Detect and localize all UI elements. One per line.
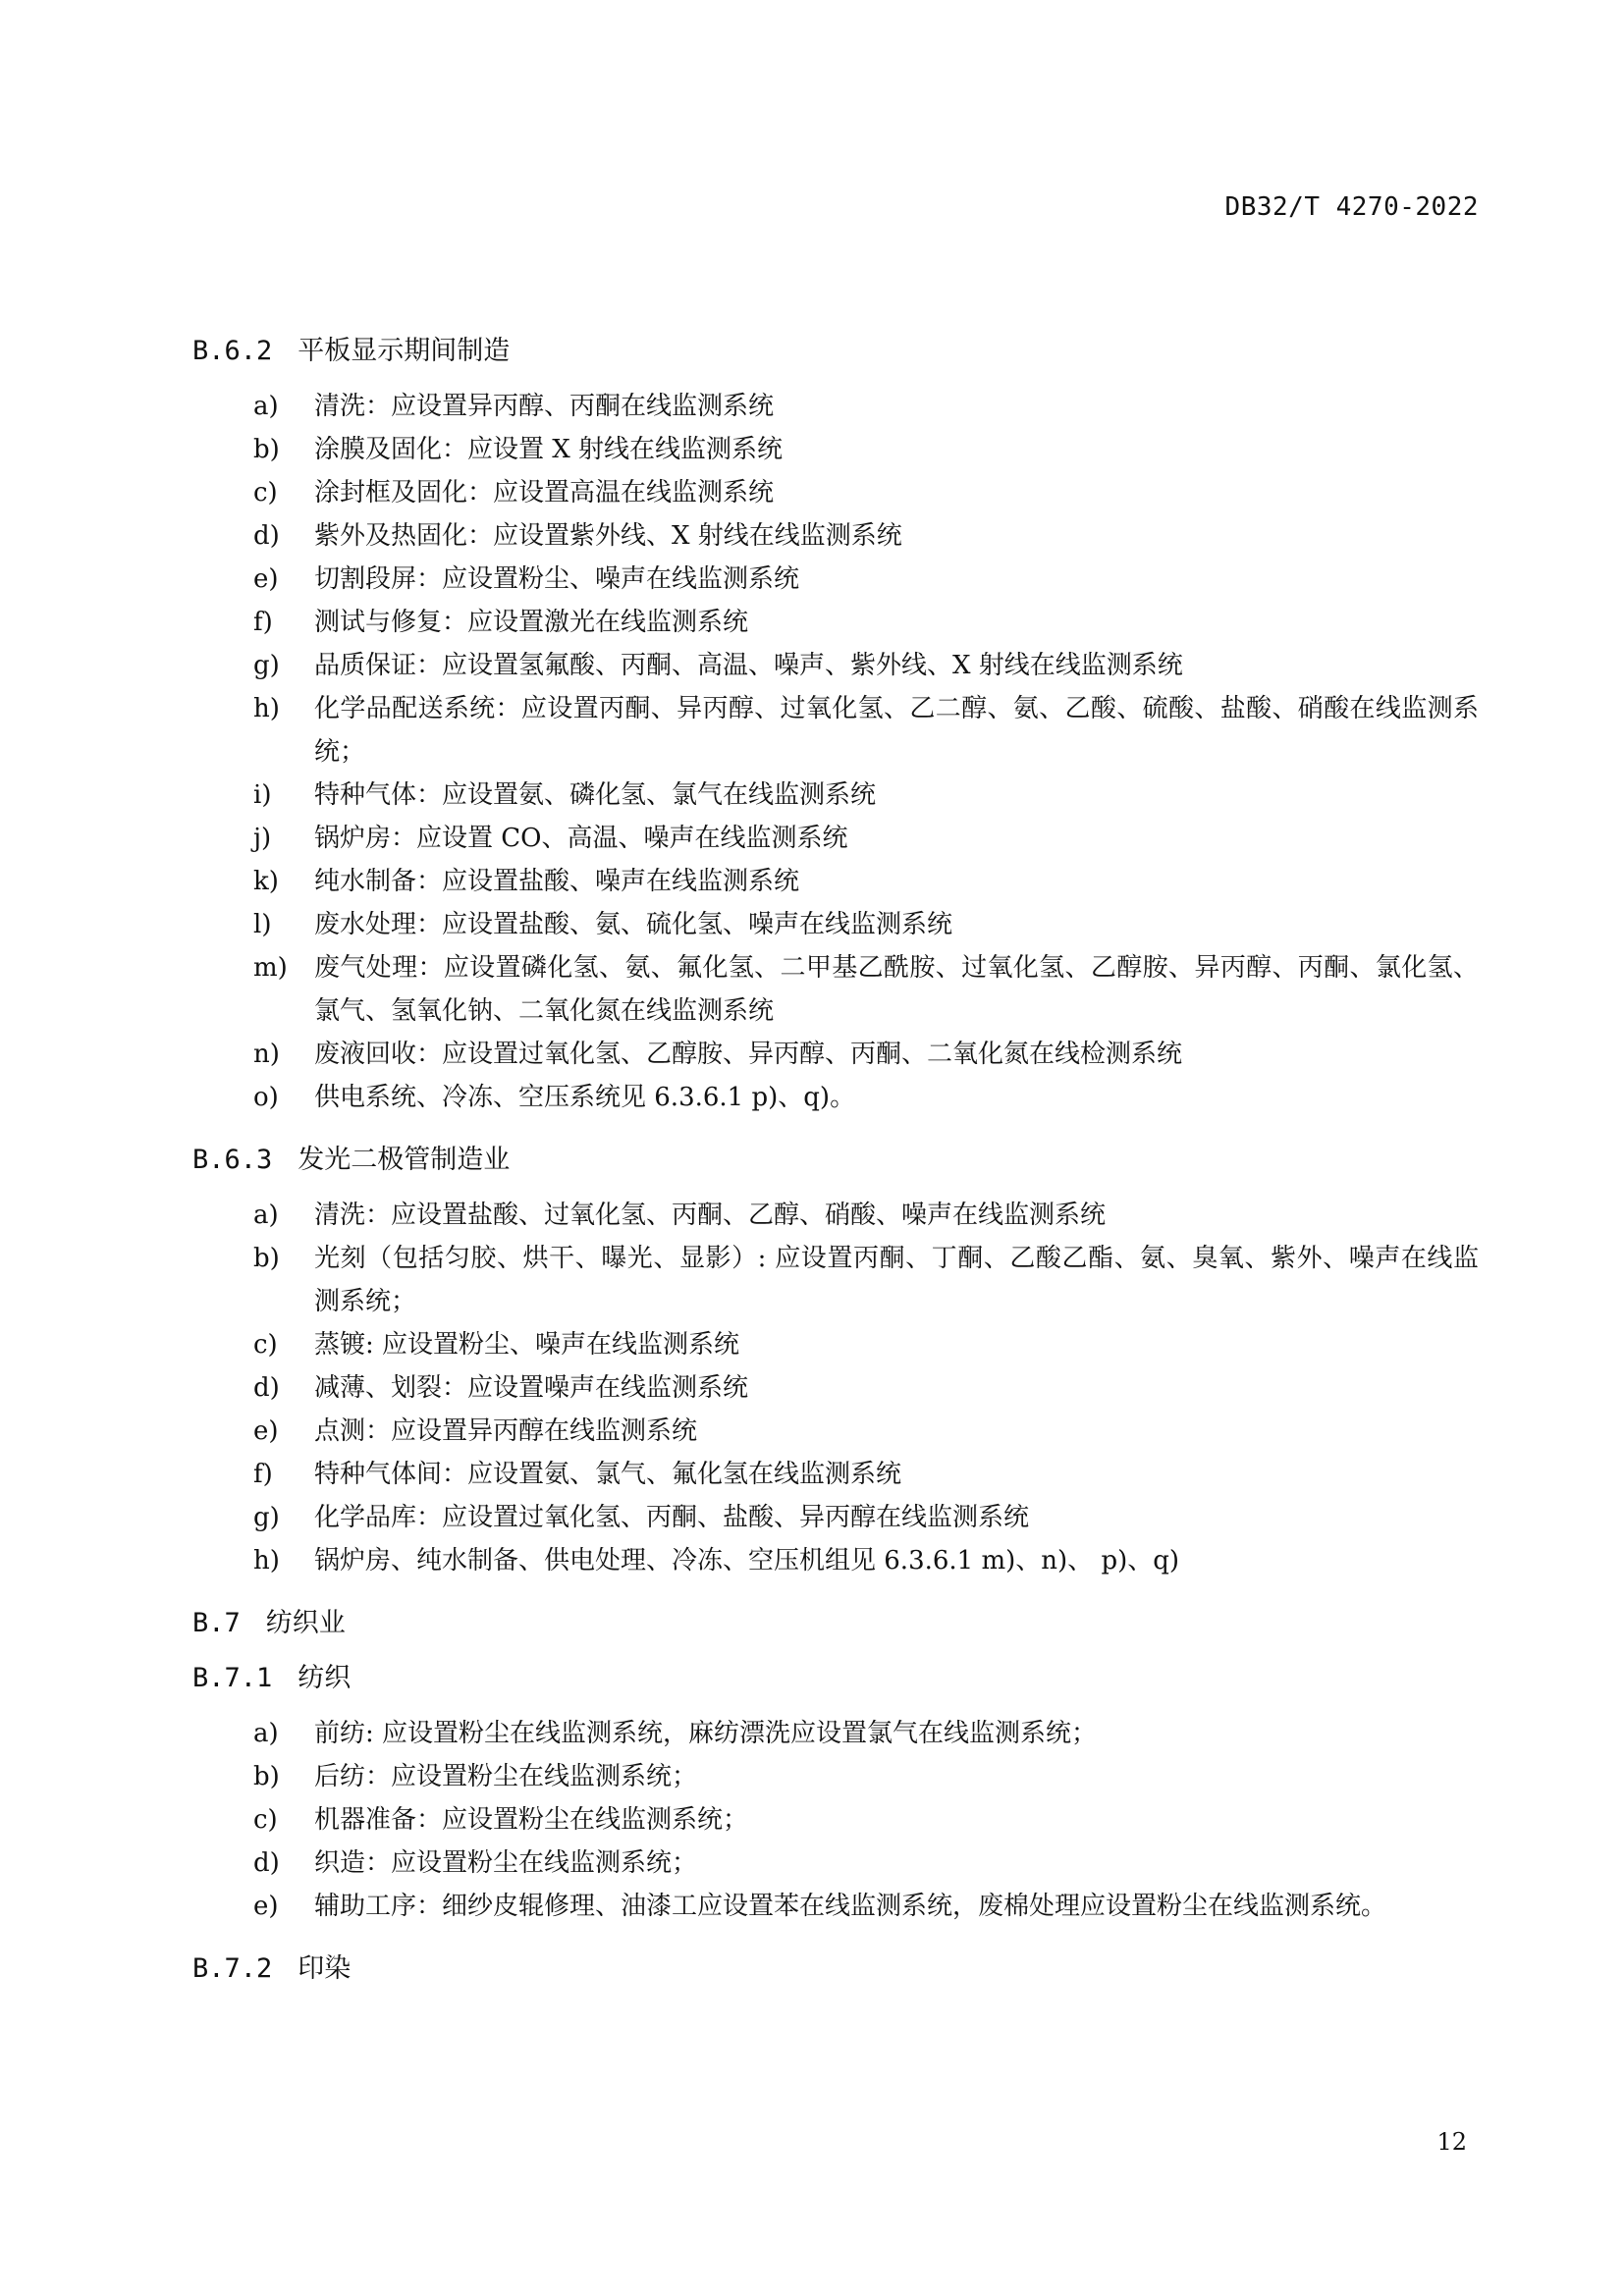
section-number: B.6.3 — [192, 1145, 273, 1175]
item-marker: c) — [253, 478, 278, 507]
section-heading — [192, 1657, 1479, 1700]
item-marker: a) — [253, 392, 279, 421]
document-code: DB32/T 4270-2022 — [1224, 192, 1479, 222]
list-item — [192, 428, 1479, 471]
item-marker: f) — [253, 608, 273, 637]
item-text: 涂膜及固化：应设置 X 射线在线监测系统 — [314, 435, 784, 464]
item-text: 锅炉房：应设置 CO、高温、噪声在线监测系统 — [314, 824, 848, 853]
item-text: 后纺：应设置粉尘在线监测系统； — [314, 1762, 698, 1791]
item-text: 废水处理：应设置盐酸、氨、硫化氢、噪声在线监测系统 — [314, 910, 953, 939]
list-item — [192, 558, 1479, 601]
section-number: B.6.2 — [192, 336, 273, 366]
item-marker: e) — [253, 564, 279, 594]
item-list — [192, 1712, 1479, 1928]
section-heading — [192, 1948, 1479, 1991]
item-text: 清洗：应设置盐酸、过氧化氢、丙酮、乙醇、硝酸、噪声在线监测系统 — [314, 1201, 1107, 1230]
item-text: 辅助工序：细纱皮辊修理、油漆工应设置苯在线监测系统，废棉处理应设置粉尘在线监测系统。 — [314, 1892, 1387, 1921]
section-title: 发光二极管制造业 — [298, 1145, 511, 1175]
list-item — [192, 1323, 1479, 1366]
item-text: 特种气体间：应设置氨、氯气、氟化氢在线监测系统 — [314, 1460, 902, 1489]
item-text: 机器准备：应设置粉尘在线监测系统； — [314, 1805, 749, 1835]
list-item — [192, 946, 1479, 1033]
item-marker: k) — [253, 867, 279, 896]
item-marker: n) — [253, 1040, 280, 1069]
section-heading — [192, 1139, 1479, 1182]
item-marker: e) — [253, 1892, 279, 1921]
list-item — [192, 1539, 1479, 1582]
item-text: 锅炉房、纯水制备、供电处理、冷冻、空压机组见 6.3.6.1 m)、n)、 p)、q) — [314, 1546, 1180, 1575]
item-text: 废液回收：应设置过氧化氢、乙醇胺、异丙醇、丙酮、二氧化氮在线检测系统 — [314, 1040, 1183, 1069]
item-text: 化学品库：应设置过氧化氢、丙酮、盐酸、异丙醇在线监测系统 — [314, 1503, 1030, 1532]
item-text: 紫外及热固化：应设置紫外线、X 射线在线监测系统 — [314, 521, 902, 551]
list-item — [192, 471, 1479, 514]
list-item — [192, 1453, 1479, 1496]
item-text: 纯水制备：应设置盐酸、噪声在线监测系统 — [314, 867, 800, 896]
item-marker: c) — [253, 1330, 278, 1360]
section-heading — [192, 1602, 1479, 1645]
item-text: 品质保证：应设置氢氟酸、丙酮、高温、噪声、紫外线、X 射线在线监测系统 — [314, 651, 1183, 680]
section-title: 纺织 — [298, 1663, 352, 1693]
section-title: 纺织业 — [265, 1608, 346, 1638]
item-marker: b) — [253, 1244, 280, 1273]
item-marker: g) — [253, 1503, 280, 1532]
item-marker: d) — [253, 1373, 280, 1403]
item-marker: e) — [253, 1416, 279, 1446]
list-item — [192, 1237, 1479, 1323]
item-marker: c) — [253, 1805, 278, 1835]
section-number: B.7 — [192, 1608, 241, 1638]
section-number: B.7.2 — [192, 1953, 273, 1984]
list-item — [192, 1496, 1479, 1539]
list-item — [192, 1410, 1479, 1453]
section-title: 平板显示期间制造 — [298, 336, 511, 366]
list-item — [192, 774, 1479, 817]
section-number: B.7.1 — [192, 1663, 273, 1693]
section-title: 印染 — [298, 1953, 352, 1984]
section-heading — [192, 330, 1479, 373]
item-marker: a) — [253, 1719, 279, 1748]
item-marker: f) — [253, 1460, 273, 1489]
item-text: 特种气体：应设置氨、磷化氢、氯气在线监测系统 — [314, 780, 877, 810]
item-text: 蒸镀: 应设置粉尘、噪声在线监测系统 — [314, 1330, 740, 1360]
list-item — [192, 514, 1479, 558]
item-marker: b) — [253, 435, 280, 464]
item-text: 点测：应设置异丙醇在线监测系统 — [314, 1416, 698, 1446]
list-item — [192, 817, 1479, 860]
list-item — [192, 1798, 1479, 1842]
list-item — [192, 385, 1479, 428]
item-marker: l) — [253, 910, 272, 939]
page-number: 12 — [1436, 2128, 1467, 2156]
item-marker: d) — [253, 1848, 280, 1878]
list-item — [192, 1076, 1479, 1119]
item-marker: d) — [253, 521, 280, 551]
list-item — [192, 860, 1479, 903]
item-marker: j) — [253, 824, 272, 853]
item-text: 清洗：应设置异丙醇、丙酮在线监测系统 — [314, 392, 775, 421]
item-text: 切割段屏：应设置粉尘、噪声在线监测系统 — [314, 564, 800, 594]
item-marker: h) — [253, 1546, 280, 1575]
item-marker: h) — [253, 694, 280, 723]
item-marker: a) — [253, 1201, 279, 1230]
item-marker: g) — [253, 651, 280, 680]
list-item — [192, 1033, 1479, 1076]
list-item — [192, 1712, 1479, 1755]
item-text: 供电系统、冷冻、空压系统见 6.3.6.1 p)、q)。 — [314, 1083, 856, 1112]
list-item — [192, 1194, 1479, 1237]
item-list — [192, 1194, 1479, 1582]
item-text: 化学品配送系统：应设置丙酮、异丙醇、过氧化氢、乙二醇、氨、乙酸、硫酸、盐酸、硝酸在线监测系统； — [314, 694, 1479, 767]
list-item — [192, 1885, 1479, 1928]
list-item — [192, 644, 1479, 687]
list-item — [192, 601, 1479, 644]
item-text: 废气处理：应设置磷化氢、氨、氟化氢、二甲基乙酰胺、过氧化氢、乙醇胺、异丙醇、丙酮、氯化氢、氯气、氢氧化钠、二氧化氮在线监测系统 — [314, 953, 1479, 1026]
item-text: 前纺: 应设置粉尘在线监测系统，麻纺漂洗应设置氯气在线监测系统； — [314, 1719, 1098, 1748]
item-marker: b) — [253, 1762, 280, 1791]
list-item — [192, 1842, 1479, 1885]
list-item — [192, 1755, 1479, 1798]
item-marker: i) — [253, 780, 272, 810]
list-item — [192, 1366, 1479, 1410]
item-text: 涂封框及固化：应设置高温在线监测系统 — [314, 478, 775, 507]
item-text: 减薄、划裂：应设置噪声在线监测系统 — [314, 1373, 749, 1403]
item-marker: m) — [253, 953, 288, 983]
item-marker: o) — [253, 1083, 279, 1112]
item-text: 测试与修复：应设置激光在线监测系统 — [314, 608, 749, 637]
item-text: 光刻（包括匀胶、烘干、曝光、显影）: 应设置丙酮、丁酮、乙酸乙酯、氨、臭氧、紫外、噪声在线监测系统； — [314, 1244, 1479, 1316]
document-body — [192, 330, 1479, 2002]
list-item — [192, 903, 1479, 946]
item-list — [192, 385, 1479, 1119]
list-item — [192, 687, 1479, 774]
item-text: 织造：应设置粉尘在线监测系统； — [314, 1848, 698, 1878]
